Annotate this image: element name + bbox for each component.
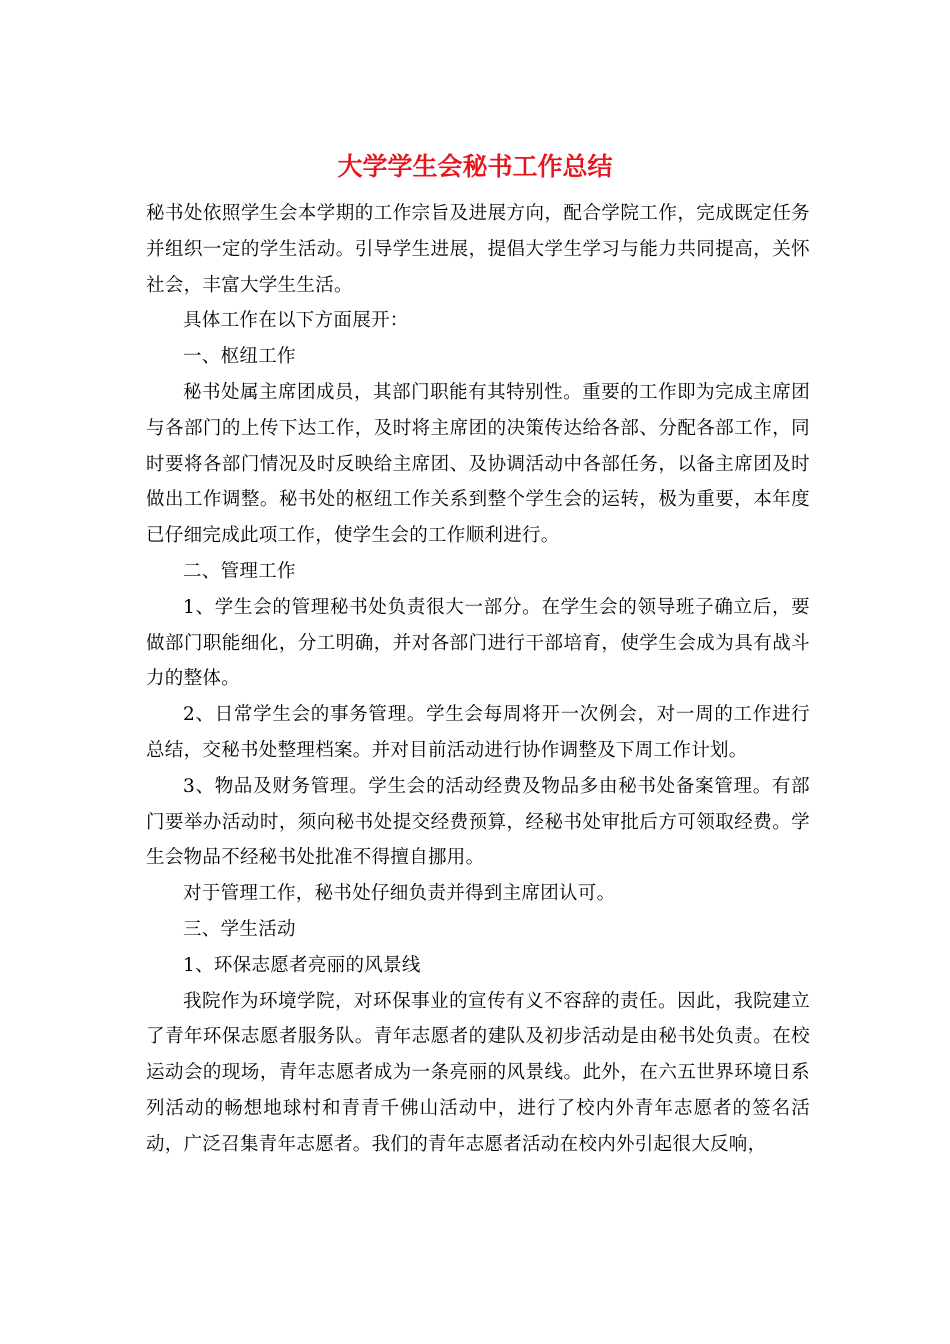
paragraph: 秘书处属主席团成员，其部门职能有其特别性。重要的工作即为完成主席团与各部门的上传下达工作，及时将主席团的决策传达给各部、分配各部工作，同时要将各部门情况及时反映给主席团、及协调活动中各部任务，以备主席团及时做出工作调整。秘书处的枢纽工作关系到整个学生会的运转，极为重要，本年度已仔细完成此项工作，使学生会的工作顺利进行。	[146, 381, 810, 547]
paragraph: 3、物品及财务管理。学生会的活动经费及物品多由秘书处备案管理。有部门要举办活动时，须向秘书处提交经费预算，经秘书处审批后方可领取经费。学生会物品不经秘书处批准不得擅自挪用。	[146, 775, 810, 869]
paragraph: 2、日常学生会的事务管理。学生会每周将开一次例会，对一周的工作进行总结，交秘书处整理档案。并对目前活动进行协作调整及下周工作计划。	[146, 704, 810, 761]
paragraph: 对于管理工作，秘书处仔细负责并得到主席团认可。	[183, 883, 616, 905]
document-title: 大学学生会秘书工作总结	[337, 152, 613, 181]
section-heading: 一、枢纽工作	[183, 346, 296, 368]
paragraph: 我院作为环境学院，对环保事业的宣传有义不容辞的责任。因此，我院建立了青年环保志愿者服务队。青年志愿者的建队及初步活动是由秘书处负责。在校运动会的现场，青年志愿者成为一条亮丽的风景线。此外，在六五世界环境日系列活动的畅想地球村和青青千佛山活动中，进行了校内外青年志愿者的签名活动，广泛召集青年志愿者。我们的青年志愿者活动在校内外引起很大反响，	[146, 990, 810, 1155]
paragraph: 秘书处依照学生会本学期的工作宗旨及进展方向，配合学院工作，完成既定任务并组织一定的学生活动。引导学生进展，提倡大学生学习与能力共同提高，关怀社会，丰富大学生生活。	[146, 203, 810, 296]
subsection-heading: 1、环保志愿者亮丽的风景线	[183, 954, 421, 976]
paragraph: 1、学生会的管理秘书处负责很大一部分。在学生会的领导班子确立后，要做部门职能细化，分工明确，并对各部门进行干部培育，使学生会成为具有战斗力的整体。	[146, 596, 810, 690]
section-heading: 三、学生活动	[183, 918, 296, 940]
document-body	[146, 196, 810, 1163]
section-heading: 二、管理工作	[183, 560, 296, 582]
paragraph: 具体工作在以下方面展开：	[183, 310, 409, 332]
